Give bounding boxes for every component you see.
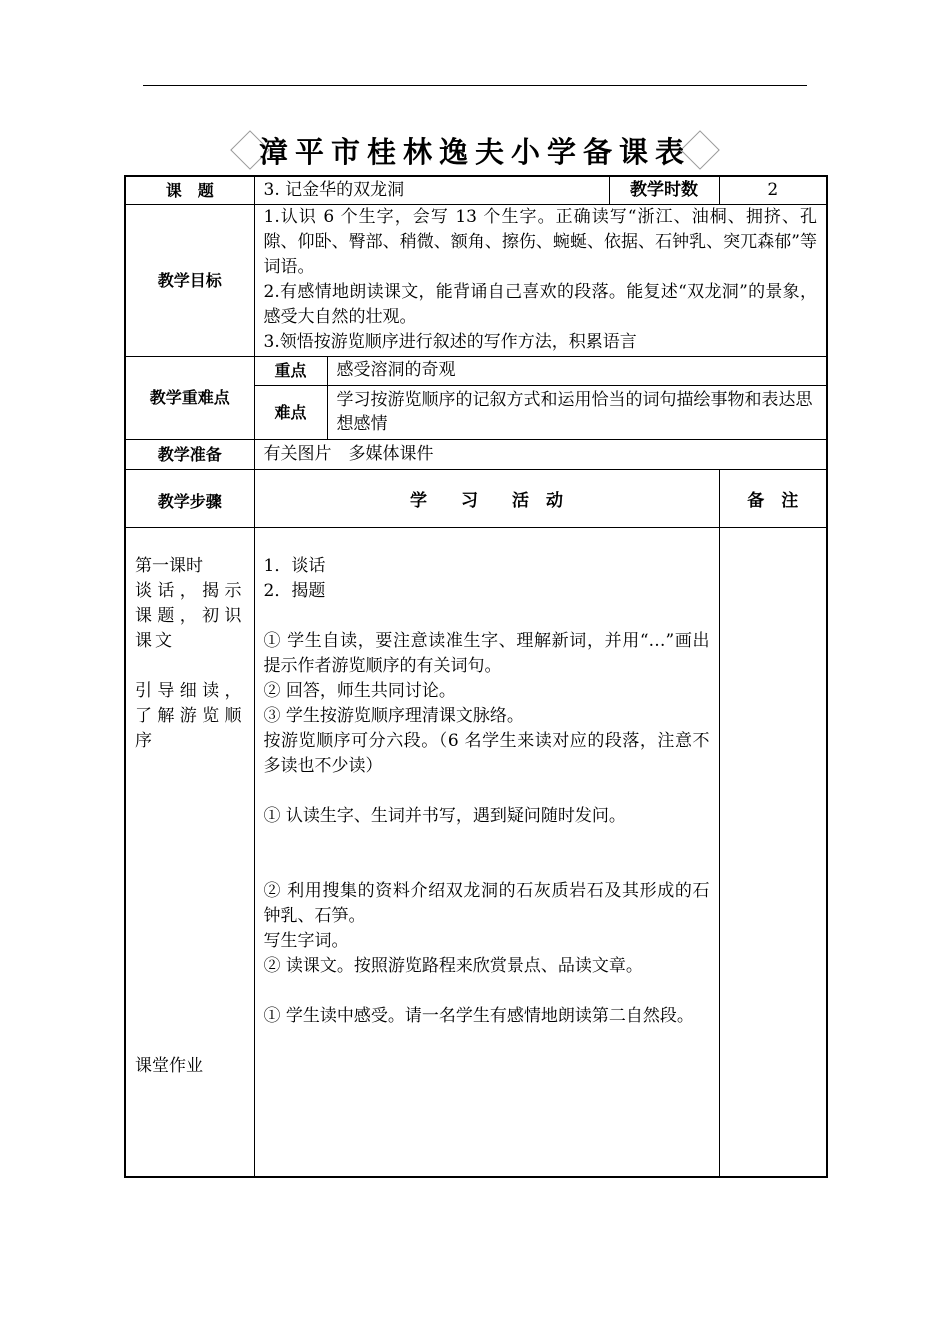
lesson-period: 第一课时 [135,555,203,576]
page-title: 漳平市桂林逸夫小学备课表 [258,135,691,169]
activity-line: 2．揭题 [263,580,326,601]
lesson-plan-table [124,175,828,1178]
activity-line: ② 回答，师生共同讨论。 [263,680,456,701]
steps-column [125,527,254,1177]
activity-line: ① 学生自读，要注意读准生字、理解新词，并用“…”画出提示作者游览顺序的有关词句。 [263,630,710,676]
step-homework: 课堂作业 [135,1055,203,1076]
notes-label: 备 注 [719,469,827,527]
activities-column [254,527,719,1177]
title-banner [230,128,720,174]
focus-value: 感受溶洞的奇观 [327,356,827,385]
focus-label: 重点 [254,356,327,385]
preparation-row [125,439,827,469]
activity-line: ③ 学生按游览顺序理清课文脉络。 [263,705,524,726]
goal-item: 2.有感情地朗读课文，能背诵自己喜欢的段落。能复述“双龙洞”的景象，感受大自然的壮观。 [263,282,817,327]
step-close-reading: 引导细读，了解游览顺序 [135,680,245,751]
activity-line: ② 读课文。按照游览路程来欣赏景点、品读文章。 [263,955,643,976]
difficulty-label: 难点 [254,385,327,439]
goal-item: 1.认识 6 个生字，会写 13 个生字。正确读写“浙江、油桐、拥挤、孔隙、仰卧、臀部、稍微、额角、擦伤、蜿蜒、依据、石钟乳、突兀森郁”等词语。 [263,207,817,277]
step-intro: 谈话，揭示课题，初识课文 [135,580,245,651]
notes-column [719,527,827,1177]
steps-header-row [125,469,827,527]
topic-row [125,176,827,204]
steps-label: 教学步骤 [125,469,254,527]
activity-line: 按游览顺序可分六段。（6 名学生来读对应的段落，注意不多读也不少读） [263,730,710,776]
activity-line: ① 认读生字、生词并书写，遇到疑问随时发问。 [263,805,626,826]
preparation-label: 教学准备 [125,439,254,469]
key-points-label: 教学重难点 [125,356,254,439]
activity-line: 写生字词。 [263,930,349,951]
top-rule [143,85,807,86]
goals-content [254,204,827,356]
activity-line: ① 学生读中感受。请一名学生有感情地朗读第二自然段。 [263,1005,694,1026]
activities-label: 学 习 活 动 [254,469,719,527]
activity-line: ② 利用搜集的资料介绍双龙洞的石灰质岩石及其形成的石钟乳、石笋。 [263,880,710,926]
hours-value: 2 [719,176,827,204]
difficulty-value: 学习按游览顺序的记叙方式和运用恰当的词句描绘事物和表达思想感情 [327,385,827,439]
goals-label: 教学目标 [125,204,254,356]
steps-body-row [125,527,827,1177]
activity-line: 1．谈话 [263,555,326,576]
goals-row [125,204,827,356]
hours-label: 教学时数 [609,176,719,204]
topic-label: 课 题 [125,176,254,204]
goal-item: 3.领悟按游览顺序进行叙述的写作方法，积累语言 [263,332,637,352]
focus-row [125,356,827,385]
topic-value: 3. 记金华的双龙洞 [254,176,609,204]
preparation-value: 有关图片 多媒体课件 [254,439,827,469]
